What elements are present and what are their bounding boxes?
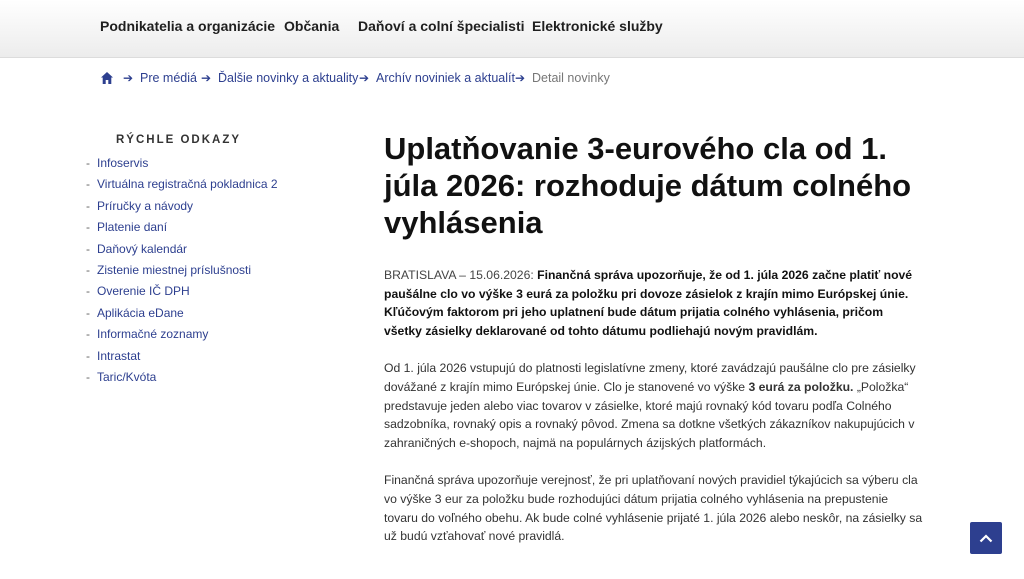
home-icon[interactable] — [100, 71, 114, 85]
quick-link-intrastat[interactable]: - Intrastat — [86, 348, 141, 363]
article-title: Uplatňovanie 3-eurového cla od 1. júla 2026: rozhoduje dátum colného vyhlásenia — [384, 131, 912, 240]
quick-link-vrp2[interactable]: - Virtuálna registračná pokladnica 2 — [86, 177, 278, 192]
article-lead — [384, 266, 924, 340]
article-lead-text: Finančná správa upozorňuje, že od 1. júla 2026 začne platiť nové paušálne clo vo výške 3 eurá za položku pri dovoze zásielok z krajín mimo Európskej únie. Kľúčovým faktorom pri jeho uplatnení bude dátum prijatia colného vyhlásenia, pričom všetky zásielky deklarované od tohto dátumu podliehajú novým pravidlám. — [384, 268, 913, 338]
breadcrumb-item-current: Detail novinky — [532, 71, 610, 85]
quick-link-tax-payment[interactable]: - Platenie daní — [86, 220, 168, 235]
quick-link-local-jurisdiction[interactable]: - Zistenie miestnej príslušnosti — [86, 262, 252, 277]
nav-item-specialists[interactable]: Daňoví a colní špecialisti — [358, 18, 525, 34]
quick-links-list — [86, 156, 278, 391]
arrow-right-icon: ➔ — [515, 71, 526, 85]
quick-link-edane[interactable]: - Aplikácia eDane — [86, 305, 184, 320]
breadcrumb-item-archive[interactable]: Archív noviniek a aktualít — [376, 71, 515, 85]
arrow-right-icon: ➔ — [123, 71, 134, 85]
scroll-to-top-button[interactable] — [970, 522, 1002, 554]
breadcrumb-item-media[interactable]: Pre médiá — [140, 71, 197, 85]
article-dateline: BRATISLAVA – 15.06.2026: — [384, 268, 534, 282]
nav-item-e-services[interactable]: Elektronické služby — [532, 18, 663, 34]
quick-link-tax-calendar[interactable]: - Daňový kalendár — [86, 241, 188, 256]
top-navigation — [0, 0, 1024, 58]
chevron-up-icon — [979, 533, 993, 543]
nav-item-citizens[interactable]: Občania — [284, 18, 340, 34]
article-paragraph: Od 1. júla 2026 vstupujú do platnosti legislatívne zmeny, ktoré zavádzajú paušálne clo pre zásielky dovážané z krajín mimo Európskej únie. Clo je stanovené vo výške 3 eurá za položku. „Položka“ predstavuje jeden alebo viac tovarov v zásielke, ktoré majú rovnaký kód tovaru podľa Colného sadzobníka, rovnaký opis a rovnaký pôvod. Zmena sa dotkne všetkých zákazníkov nakupujúcich v zahraničných e-shopoch, najmä na populárnych ázijských platformách. — [384, 361, 916, 450]
nav-item-businesses[interactable]: Podnikatelia a organizácie — [100, 18, 276, 34]
quick-link-infoservis[interactable]: - Infoservis — [86, 156, 149, 170]
article — [384, 130, 924, 546]
quick-link-guides[interactable]: - Príručky a návody — [86, 198, 194, 213]
quick-link-taric[interactable]: - Taric/Kvóta — [86, 369, 157, 384]
quick-link-vat-check[interactable]: - Overenie IČ DPH — [86, 284, 190, 299]
breadcrumb-item-news[interactable]: Ďalšie novinky a aktuality — [218, 71, 359, 85]
quick-link-info-lists[interactable]: - Informačné zoznamy — [86, 327, 209, 342]
article-paragraph: Finančná správa upozorňuje verejnosť, že pri uplatňovaní nových pravidiel týkajúcich sa výberu cla vo výške 3 eur za položku bude rozhodujúci dátum prijatia colného vyhlásenia na prepustenie tovaru do voľného obehu. Ak bude colné vyhlásenie prijaté 1. júla 2026 alebo neskôr, na zásielky sa už budú vzťahovať nové pravidlá. — [384, 473, 923, 544]
duty-amount: 3 eurá za položku. — [748, 379, 854, 394]
quick-links-heading: RÝCHLE ODKAZY — [116, 134, 242, 146]
arrow-right-icon: ➔ — [359, 71, 370, 85]
arrow-right-icon: ➔ — [201, 71, 212, 85]
